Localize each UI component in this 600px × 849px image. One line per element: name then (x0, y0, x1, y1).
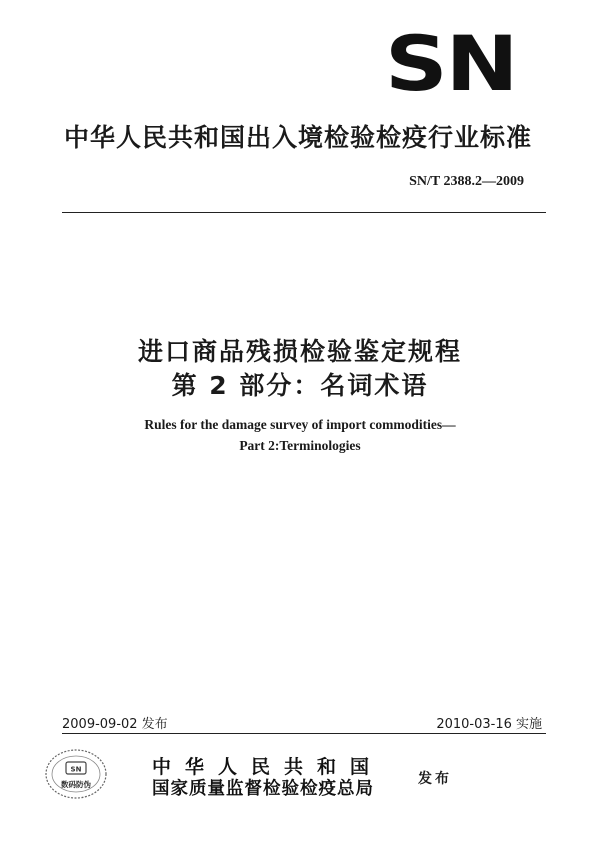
title-chinese-line2: 第 2 部分：名词术语 (171, 371, 429, 400)
title-chinese-line1: 进口商品残损检验鉴定规程 (137, 337, 462, 366)
issuer-agency: 国家质量监督检验检疫总局 (152, 779, 374, 799)
footer-divider (62, 733, 546, 734)
seal-text: 数码防伪 (61, 780, 91, 789)
standard-code: SN/T 2388.2—2009 (409, 174, 524, 189)
anti-counterfeit-seal (44, 748, 108, 800)
standard-category: 中华人民共和国出入境检验检疫行业标准 (64, 123, 533, 152)
title-english-line2: Part 2:Terminologies (239, 438, 361, 453)
title-english-line1: Rules for the damage survey of import commodities— (144, 417, 456, 432)
sn-logo: SN (384, 19, 516, 108)
svg-text:SN: SN (70, 765, 82, 774)
implementation-date: 2010-03-16 实施 (436, 717, 542, 732)
header-divider (62, 212, 546, 213)
issuer-country: 中华人民共和国 (152, 756, 384, 778)
issued-by-label: 发布 (418, 771, 452, 787)
issue-date: 2009-09-02 发布 (62, 717, 168, 732)
